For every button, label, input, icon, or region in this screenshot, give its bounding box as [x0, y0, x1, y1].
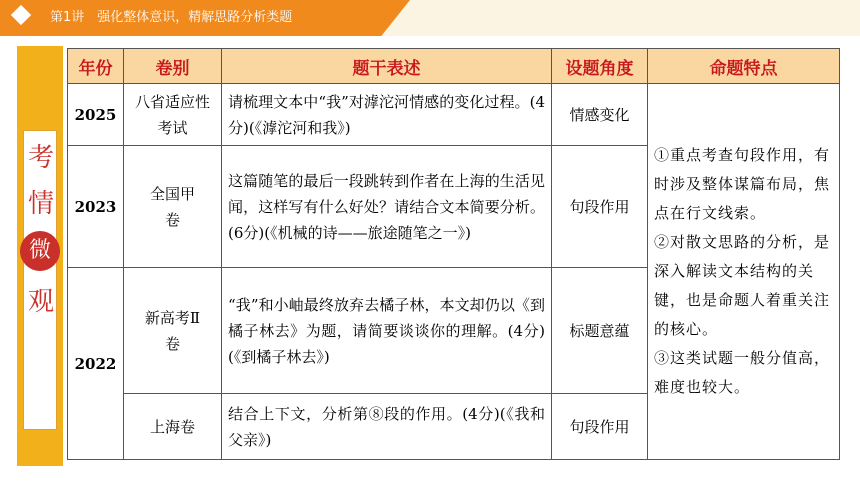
stem-cell: 这篇随笔的最后一段跳转到作者在上海的生活见闻，这样写有什么好处？请结合文本简要分析。(6分)(《机械的诗——旅途随笔之一》): [222, 146, 552, 268]
badge-panel: [23, 130, 57, 430]
feature-item: ①重点考查句段作用，有时涉及整体谋篇布局，焦点在行文线索。: [654, 146, 831, 222]
stem-cell: 结合上下文，分析第⑧段的作用。(4分)(《我和父亲》): [222, 394, 552, 460]
col-angle-header: 设题角度: [552, 49, 648, 84]
angle-cell: 情感变化: [552, 84, 648, 146]
badge-char-qing: 情: [27, 189, 54, 219]
col-paper-header: 卷别: [124, 49, 222, 84]
exam-analysis-table: [67, 48, 840, 460]
side-badge: [17, 46, 63, 466]
table-row: [68, 84, 840, 146]
table-header-row: [68, 49, 840, 84]
angle-cell: 句段作用: [552, 394, 648, 460]
lecture-title: 第1讲 强化整体意识，精解思路分析类题: [50, 10, 293, 25]
feature-item: ②对散文思路的分析，是深入解读文本结构的关键，也是命题人着重关注的核心。: [654, 233, 831, 338]
year-cell: 2022: [68, 268, 124, 460]
col-feature-header: 命题特点: [648, 49, 840, 84]
feature-item: ③这类试题一般分值高，难度也较大。: [654, 349, 831, 396]
stem-cell: 请梳理文本中“我”对滹沱河情感的变化过程。(4分)(《滹沱河和我》): [222, 84, 552, 146]
badge-char-wei: 微: [20, 231, 60, 271]
paper-cell: 上海卷: [124, 394, 222, 460]
badge-char-kao: 考: [27, 143, 54, 173]
angle-cell: 标题意蕴: [552, 268, 648, 394]
feature-cell: [648, 84, 840, 460]
stem-cell: “我”和小岫最终放弃去橘子林，本文却仍以《到橘子林去》为题，请简要谈谈你的理解。(4分)(《到橘子林去》): [222, 268, 552, 394]
year-cell: 2025: [68, 84, 124, 146]
paper-cell: 全国甲卷: [124, 146, 222, 268]
angle-cell: 句段作用: [552, 146, 648, 268]
badge-char-guan: 观: [27, 287, 54, 317]
paper-cell: 新高考Ⅱ卷: [124, 268, 222, 394]
year-cell: 2023: [68, 146, 124, 268]
col-stem-header: 题干表述: [222, 49, 552, 84]
col-year-header: 年份: [68, 49, 124, 84]
top-banner: [0, 0, 860, 36]
paper-cell: 八省适应性考试: [124, 84, 222, 146]
